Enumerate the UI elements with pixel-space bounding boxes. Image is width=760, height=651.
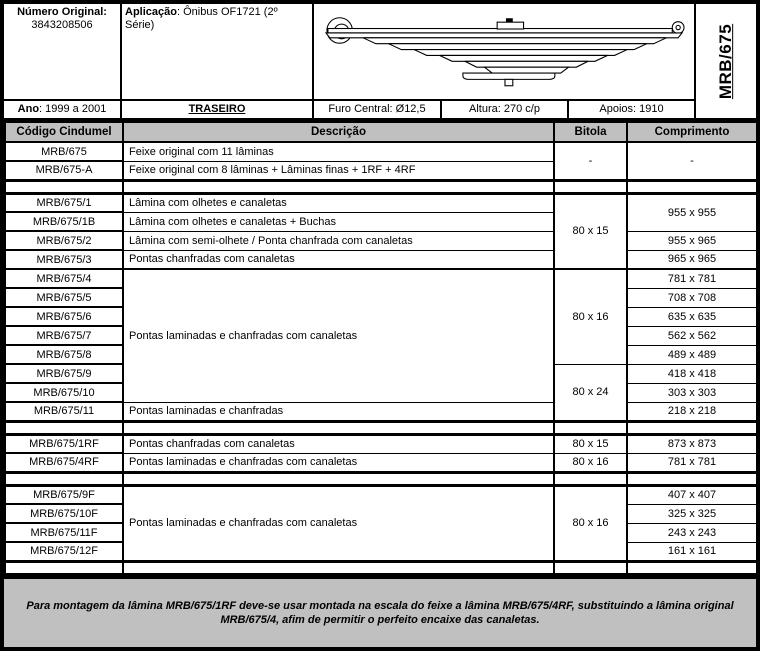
model-code-cell (696, 4, 756, 118)
separator-row (5, 472, 757, 485)
furo-central-cell (314, 99, 442, 118)
footer-note (4, 576, 756, 648)
ano-value: : 1999 a 2001 (39, 103, 107, 115)
header-block (4, 4, 756, 121)
part-desc: Feixe original com 8 lâminas + Lâminas finas + 1RF + 4RF (123, 161, 554, 180)
footer-note-text: Para montagem da lâmina MRB/675/1RF deve-se usar montada na escala do feixe a lâmina MRB/675/4RF, substituindo a lâmina original MRB/675/4, afim de permitir o perfeito encaixe das canaletas. (26, 599, 734, 626)
separator-row (5, 421, 757, 434)
part-code: MRB/675/9F (5, 485, 123, 504)
part-comp: 218 x 218 (627, 402, 757, 421)
altura-cell (442, 99, 569, 118)
part-code: MRB/675 (5, 142, 123, 161)
aplicacao-cell (122, 4, 314, 99)
part-comp: 489 x 489 (627, 345, 757, 364)
part-comp: 781 x 781 (627, 453, 757, 472)
col-header-comprimento: Comprimento (627, 122, 757, 142)
part-comp: 407 x 407 (627, 485, 757, 504)
center-bolt-head (506, 18, 513, 22)
part-code: MRB/675/11F (5, 523, 123, 542)
col-header-codigo: Código Cindumel (5, 122, 123, 142)
parts-table (4, 121, 758, 576)
part-desc: Lâmina com olhetes e canaletas + Buchas (123, 212, 554, 231)
part-comp: 708 x 708 (627, 288, 757, 307)
col-header-bitola: Bitola (554, 122, 627, 142)
altura-value: Altura: 270 c/p (469, 103, 540, 115)
part-code: MRB/675/4RF (5, 453, 123, 472)
parts-table-wrap (4, 121, 756, 576)
posicao-label: TRASEIRO (188, 103, 246, 115)
part-bitola: 80 x 16 (554, 453, 627, 472)
part-desc: Feixe original com 11 lâminas (123, 142, 554, 161)
part-code: MRB/675/1B (5, 212, 123, 231)
part-bitola: 80 x 15 (554, 193, 627, 269)
table-row (5, 250, 757, 269)
part-desc: Pontas laminadas e chanfradas (123, 402, 554, 421)
part-bitola: 80 x 16 (554, 269, 627, 364)
part-code: MRB/675/9 (5, 364, 123, 383)
aplicacao-value: : Ônibus OF1721 (2º Série) (125, 6, 278, 31)
part-comp: 955 x 955 (627, 193, 757, 231)
furo-central-value: Furo Central: Ø12,5 (328, 103, 426, 115)
apoios-cell (569, 99, 696, 118)
table-row (5, 142, 757, 161)
part-comp: 965 x 965 (627, 250, 757, 269)
table-row (5, 485, 757, 504)
part-desc: Pontas laminadas e chanfradas com canaletas (123, 485, 554, 561)
part-comp: 303 x 303 (627, 383, 757, 402)
part-bitola: 80 x 15 (554, 434, 627, 453)
numero-original-value: 3843208506 (31, 19, 93, 31)
part-comp: 873 x 873 (627, 434, 757, 453)
posicao-cell (122, 99, 314, 118)
part-code: MRB/675/8 (5, 345, 123, 364)
part-code: MRB/675/5 (5, 288, 123, 307)
col-header-descricao: Descrição (123, 122, 554, 142)
part-code: MRB/675/7 (5, 326, 123, 345)
part-code: MRB/675/1RF (5, 434, 123, 453)
part-desc: Pontas chanfradas com canaletas (123, 434, 554, 453)
table-row (5, 434, 757, 453)
leaf-spring-diagram (315, 7, 693, 97)
part-desc: Pontas laminadas e chanfradas com canaletas (123, 269, 554, 402)
part-desc: Lâmina com semi-olhete / Ponta chanfrada com canaletas (123, 231, 554, 250)
separator-row (5, 180, 757, 193)
ano-cell (4, 99, 122, 118)
part-code: MRB/675/10 (5, 383, 123, 402)
part-bitola: 80 x 24 (554, 364, 627, 421)
aplicacao-label: Aplicação (125, 6, 177, 18)
table-row (5, 453, 757, 472)
part-desc: Lâmina com olhetes e canaletas (123, 193, 554, 212)
separator-row (5, 561, 757, 574)
table-row (5, 402, 757, 421)
part-comp: 161 x 161 (627, 542, 757, 561)
apoios-value: Apoios: 1910 (599, 103, 664, 115)
part-comp: 955 x 965 (627, 231, 757, 250)
part-desc: Pontas laminadas e chanfradas com canaletas (123, 453, 554, 472)
table-row (5, 231, 757, 250)
part-comp: - (627, 142, 757, 180)
part-code: MRB/675/1 (5, 193, 123, 212)
part-desc: Pontas chanfradas com canaletas (123, 250, 554, 269)
part-comp: 562 x 562 (627, 326, 757, 345)
leaf-spring-drawing-cell (314, 4, 696, 99)
numero-original-cell (4, 4, 122, 99)
leaf-stack (326, 17, 684, 85)
part-bitola: 80 x 16 (554, 485, 627, 561)
part-code: MRB/675/4 (5, 269, 123, 288)
table-row (5, 269, 757, 288)
part-code: MRB/675-A (5, 161, 123, 180)
table-header-row (5, 122, 757, 142)
part-comp: 781 x 781 (627, 269, 757, 288)
part-bitola: - (554, 142, 627, 180)
part-comp: 418 x 418 (627, 364, 757, 383)
part-code: MRB/675/11 (5, 402, 123, 421)
table-row (5, 193, 757, 212)
numero-original-label: Número Original: (17, 6, 107, 18)
part-code: MRB/675/3 (5, 250, 123, 269)
part-comp: 325 x 325 (627, 504, 757, 523)
model-code-vertical-label: MRB/675 (716, 23, 736, 99)
part-code: MRB/675/2 (5, 231, 123, 250)
part-code: MRB/675/12F (5, 542, 123, 561)
part-comp: 635 x 635 (627, 307, 757, 326)
ano-label: Ano (17, 103, 40, 115)
part-code: MRB/675/10F (5, 504, 123, 523)
part-code: MRB/675/6 (5, 307, 123, 326)
part-comp: 243 x 243 (627, 523, 757, 542)
